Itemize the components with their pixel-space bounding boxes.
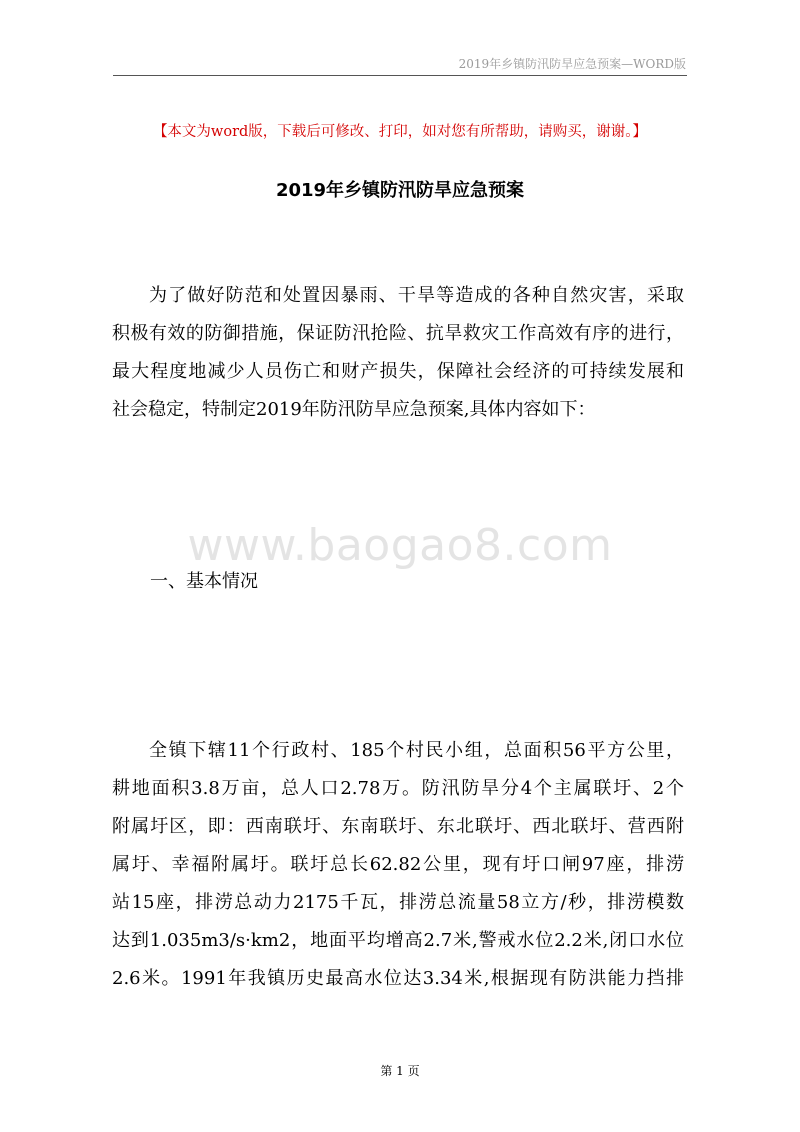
paragraph-line: 社会稳定，特制定2019年防汛防旱应急预案,具体内容如下： (112, 399, 596, 420)
document-title: 2019年乡镇防汛防旱应急预案 (275, 180, 525, 201)
paragraph-line: 积极有效的防御措施，保证防汛抢险、抗旱救灾工作高效有序的进行， (112, 323, 684, 344)
page-number: 第 1 页 (380, 1064, 420, 1078)
paragraph-line: 附属圩区，即：西南联圩、东南联圩、东北联圩、西北联圩、营西附 (112, 816, 684, 837)
paragraph-line: 全镇下辖11个行政村、185个村民小组，总面积56平方公里， (149, 740, 684, 761)
watermark: www.baogao8.com (187, 520, 613, 571)
paragraph-line: 为了做好防范和处置因暴雨、干旱等造成的各种自然灾害，采取 (149, 285, 684, 306)
paragraph-line: 耕地面积3.8万亩，总人口2.78万。防汛防旱分4个主属联圩、2个 (112, 778, 684, 799)
paragraph-line: 最大程度地减少人员伤亡和财产损失，保障社会经济的可持续发展和 (112, 361, 684, 382)
section-heading: 一、基本情况 (150, 571, 258, 592)
header-divider (113, 75, 687, 76)
running-header: 2019年乡镇防汛防旱应急预案—WORD版 (458, 57, 686, 71)
paragraph-line: 达到1.035m3/s·km2，地面平均增高2.7米,警戒水位2.2米,闭口水位 (112, 930, 684, 951)
section-paragraph (112, 732, 684, 998)
purchase-notice: 【本文为word版，下载后可修改、打印，如对您有所帮助，请购买，谢谢。】 (152, 124, 648, 140)
intro-paragraph (112, 277, 684, 429)
paragraph-line: 属圩、幸福附属圩。联圩总长62.82公里，现有圩口闸97座，排涝 (112, 854, 684, 875)
paragraph-line: 站15座，排涝总动力2175千瓦，排涝总流量58立方/秒，排涝模数 (112, 892, 684, 913)
paragraph-line: 2.6米。1991年我镇历史最高水位达3.34米,根据现有防洪能力挡排 (112, 968, 684, 989)
